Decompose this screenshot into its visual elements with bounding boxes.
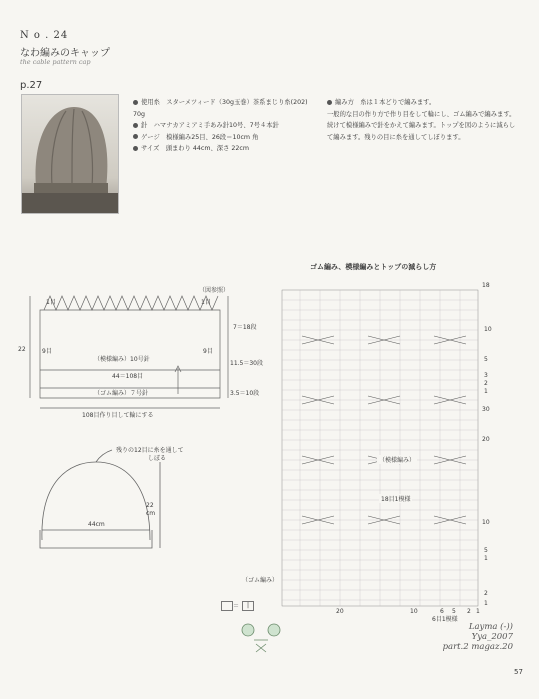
needle-value: ハマナカアミアミ手あみ針10号、7号４本針 <box>153 122 279 129</box>
legend-blank-cell <box>221 601 233 611</box>
row-label: 10 <box>484 326 492 333</box>
rows-bottom-label: 3.5＝10段 <box>230 390 260 397</box>
row-label: 1 <box>484 600 488 607</box>
height-label: 22 <box>18 346 26 353</box>
col-label: 1 <box>476 608 480 615</box>
row-label: 20 <box>482 436 490 443</box>
method-label: 編み方 <box>335 99 354 106</box>
rib-needle-label: （ゴム編み）７号針 <box>94 390 149 397</box>
gauge-value: 模様編み25目、26段＝10cm 角 <box>166 133 259 141</box>
method-intro: 糸は１本どりで編みます。 <box>360 99 436 106</box>
credit-line: Layma (-)) <box>468 622 513 632</box>
row-label: 18 <box>482 282 490 289</box>
credit-watermark <box>443 622 513 652</box>
width-label: 44＝108目 <box>112 373 144 380</box>
stitch-label-right: 1目 <box>201 299 211 306</box>
page-reference: p.27 <box>20 80 43 91</box>
legend-knit-symbol: | <box>242 601 254 611</box>
col-label: 6 <box>440 608 444 615</box>
chart-pattern-label: （模様編み） <box>379 457 416 464</box>
row9-left: 9目 <box>42 348 52 355</box>
credit-line: Yya_2007 <box>471 632 513 642</box>
legend-equals: ＝ <box>233 603 240 610</box>
chart-repeat-label: 18目1模様 <box>381 496 411 503</box>
stitch-label-left: 1目 <box>46 299 56 306</box>
chart-title: ゴム編み、模様編みとトップの減らし方 <box>310 263 437 271</box>
caston-label: 108目作り目して輪にする <box>82 412 154 419</box>
row-label: 5 <box>484 356 488 363</box>
cap-note-1: 残りの12目に糸を通して <box>116 447 184 454</box>
col-label: 5 <box>452 608 456 615</box>
cap-depth: 22 <box>146 502 154 509</box>
col-label: 10 <box>410 608 418 615</box>
credit-line: part.2 magaz.20 <box>442 642 513 652</box>
chart-rib-repeat: 6目1模様 <box>432 616 458 623</box>
size-label: サイズ <box>141 145 160 152</box>
row-label: 5 <box>484 547 488 554</box>
yarn-value: スターメツィード（30g玉巻）茶系まじり糸(202) 70g <box>133 99 308 118</box>
col-label: 20 <box>336 608 344 615</box>
pattern-title: なわ編みのキャップ <box>20 48 110 59</box>
row-label: 2 <box>484 590 488 597</box>
row-label: 10 <box>482 519 490 526</box>
pattern-needle-label: （模様編み）10号針 <box>94 356 150 363</box>
pattern-number: N o . 24 <box>20 30 69 41</box>
row-label: 2 <box>484 380 488 387</box>
needle-label: 針 <box>141 122 148 129</box>
yarn-label: 使用糸 <box>141 99 160 106</box>
page-number: 57 <box>514 668 523 676</box>
cap-width: 44cm <box>88 521 105 528</box>
row9-right: 9目 <box>203 348 213 355</box>
cap-depth-unit: cm <box>146 510 156 517</box>
row-label: 1 <box>484 388 488 395</box>
pattern-subtitle: the cable pattern cap <box>20 58 91 66</box>
row-label: 30 <box>482 406 490 413</box>
row-label: 3 <box>484 372 488 379</box>
size-value: 頭まわり 44cm、深さ 22cm <box>165 145 249 152</box>
cap-note-2: しぼる <box>148 455 167 462</box>
method-body: 一般的な目の作り方で作り目をして輪にし、ゴム編みで編みます。続けて模様編みで針をかえて編みます。トップを図のように減らして編みます。残りの目に糸を通してしぼります。 <box>327 110 516 141</box>
ref-label: （図参照） <box>199 287 230 294</box>
rows-mid-label: 11.5＝30段 <box>230 360 263 367</box>
row-label: 1 <box>484 555 488 562</box>
chart-rib-label: （ゴム編み） <box>242 577 279 584</box>
col-label: 2 <box>467 608 471 615</box>
gauge-label: ゲージ <box>141 133 160 141</box>
rows-top-label: 7＝18段 <box>233 324 257 331</box>
